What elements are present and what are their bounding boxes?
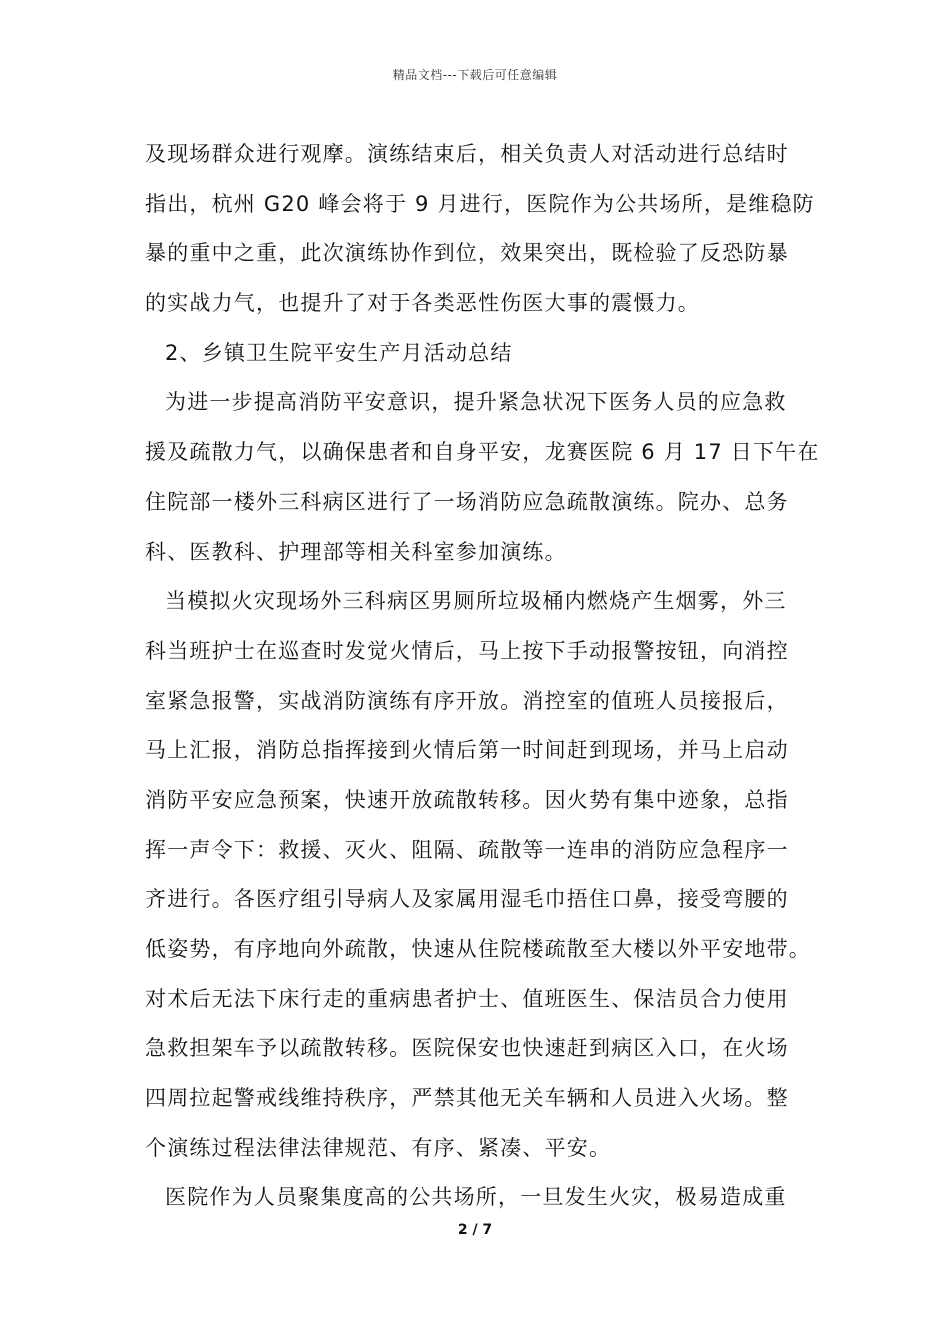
text-line: 2、乡镇卫生院平安生产月活动总结 [165, 340, 513, 365]
text-line: 挥一声令下：救援、灭火、阻隔、疏散等一连串的消防应急程序一 [145, 837, 789, 862]
text-line: 个演练过程法律法律规范、有序、紧凑、平安。 [145, 1135, 612, 1160]
text-line: 暴的重中之重，此次演练协作到位，效果突出，既检验了反恐防暴 [145, 241, 789, 266]
text-line: 急救担架车予以疏散转移。医院保安也快速赶到病区入口，在火场 [145, 1036, 789, 1061]
text-line: 马上汇报，消防总指挥接到火情后第一时间赶到现场，并马上启动 [145, 738, 789, 763]
text-line: 住院部一楼外三科病区进行了一场消防应急疏散演练。院办、总务 [145, 489, 789, 514]
text-line: 及现场群众进行观摩。演练结束后，相关负责人对活动进行总结时 [145, 142, 789, 166]
text-line: 的实战力气，也提升了对于各类恶性伤医大事的震慑力。 [145, 291, 700, 316]
page-header: 精品文档---下载后可任意编辑 [392, 68, 558, 82]
text-line: 四周拉起警戒线维持秩序，严禁其他无关车辆和人员进入火场。整 [145, 1086, 789, 1111]
text-line: 齐进行。各医疗组引导病人及家属用湿毛巾捂住口鼻，接受弯腰的 [145, 887, 789, 912]
text-line: 医院作为人员聚集度高的公共场所，一旦发生火灾，极易造成重 [165, 1185, 787, 1210]
text-line: 对术后无法下床行走的重病患者护士、值班医生、保洁员合力使用 [145, 986, 789, 1011]
text-line: 低姿势，有序地向外疏散，快速从住院楼疏散至大楼以外平安地带。 [145, 937, 811, 961]
text-line: 援及疏散力气，以确保患者和自身平安，龙赛医院 6 月 17 日下午在 [145, 440, 820, 465]
page-number: 2 / 7 [457, 1222, 493, 1238]
text-line: 科当班护士在巡查时发觉火情后，马上按下手动报警按钮，向消控 [145, 638, 789, 663]
text-line: 当模拟火灾现场外三科病区男厕所垃圾桶内燃烧产生烟雾，外三 [165, 589, 787, 614]
text-line: 室紧急报警，实战消防演练有序开放。消控室的值班人员接报后， [145, 688, 789, 713]
text-line: 指出，杭州 G20 峰会将于 9 月进行，医院作为公共场所，是维稳防 [145, 191, 815, 216]
document-body [145, 130, 825, 1223]
text-line: 为进一步提高消防平安意识，提升紧急状况下医务人员的应急救 [165, 390, 787, 415]
text-line: 消防平安应急预案，快速开放疏散转移。因火势有集中迹象，总指 [145, 787, 789, 812]
text-line: 科、医教科、护理部等相关科室参加演练。 [145, 539, 567, 564]
